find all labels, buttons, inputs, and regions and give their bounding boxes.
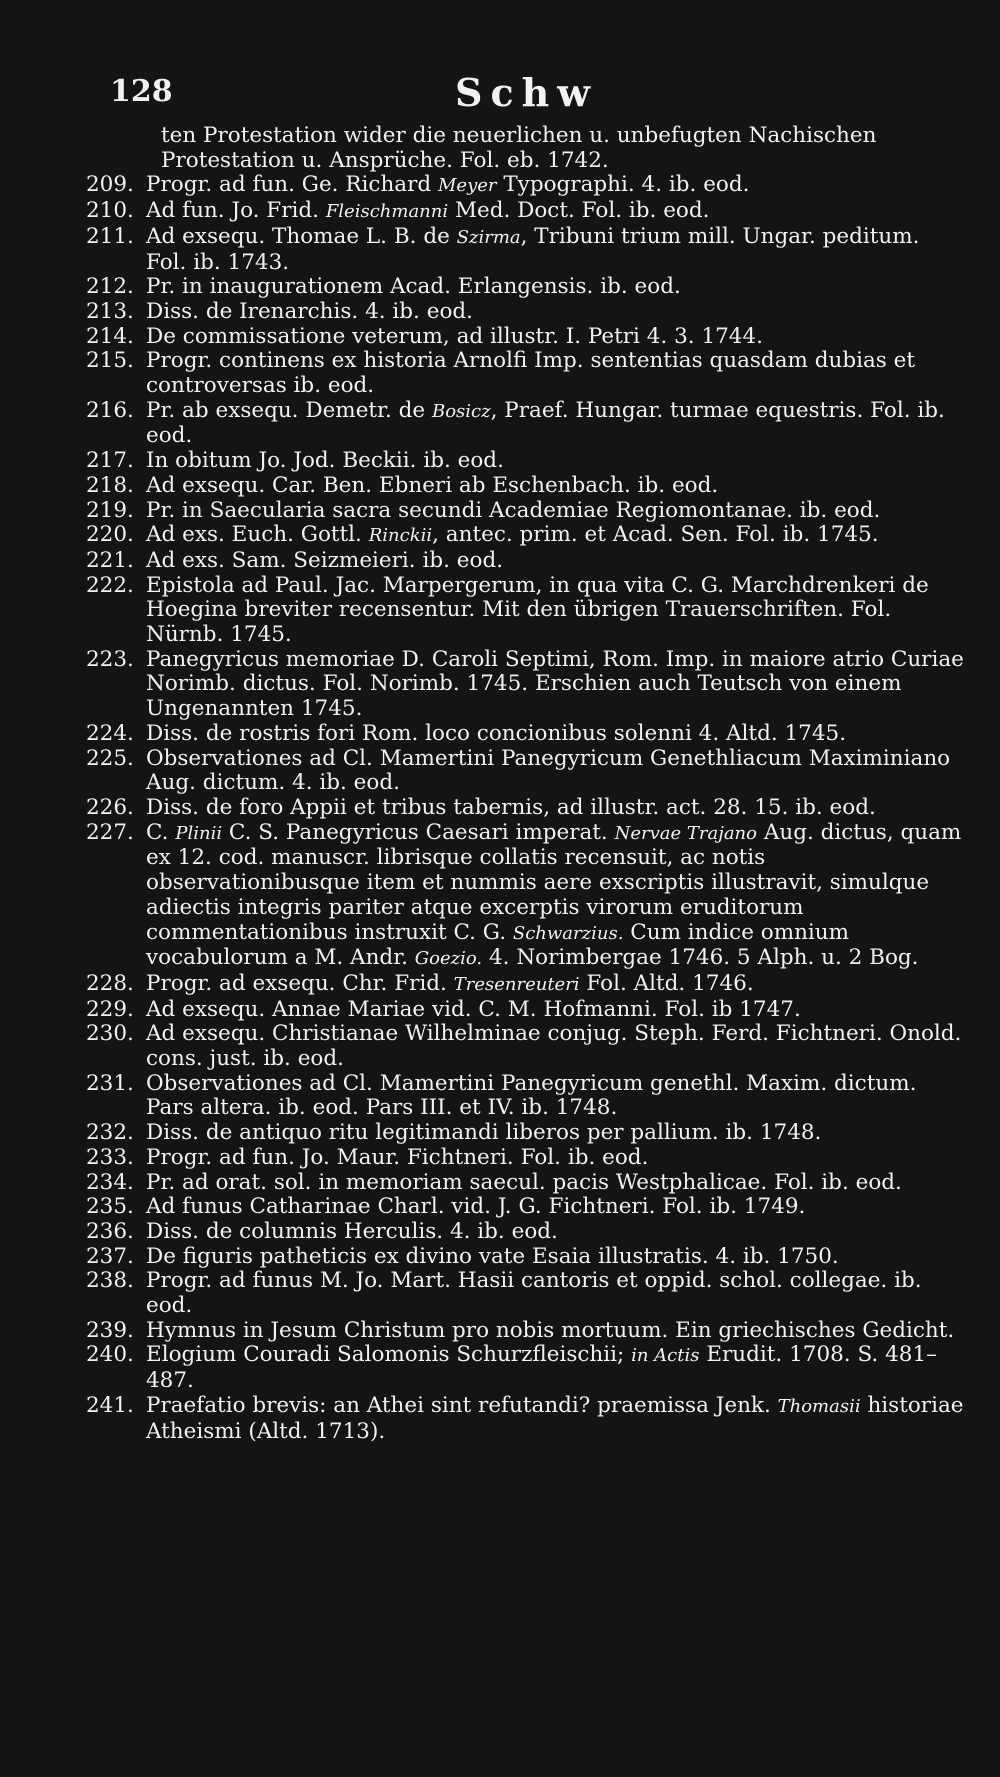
italic-name: in Actis bbox=[631, 1345, 700, 1367]
entry-number: 221. bbox=[86, 547, 134, 573]
continuation-text: ten Protestation wider die neuerlichen u. unbefugten Nachischen Protestation u. Ansprüche. Fol. eb. 1742. bbox=[161, 123, 877, 173]
entry-text-segment: Progr. ad funus M. Jo. Mart. Hasii cantoris et oppid. schol. collegae. ib. eod. bbox=[146, 1268, 922, 1319]
entry-number: 237. bbox=[86, 1243, 134, 1269]
entry-text-segment: Observationes ad Cl. Mamertini Panegyricum genethl. Maxim. dictum. Pars altera. ib. eod. Pars III. et IV. ib. 1748. bbox=[146, 1070, 917, 1121]
entry-number: 224. bbox=[86, 720, 134, 746]
entry-text bbox=[146, 399, 966, 449]
entry-text bbox=[146, 1072, 966, 1121]
entry-text-segment: Diss. de Irenarchis. 4. ib. eod. bbox=[146, 298, 473, 324]
entry-number: 233. bbox=[86, 1144, 134, 1170]
entry-number: 228. bbox=[86, 970, 134, 996]
entry-text-segment: 4. Norimbergae 1746. 5 Alph. u. 2 Bog. bbox=[482, 945, 919, 971]
bibliography-entry bbox=[86, 199, 966, 225]
entry-text bbox=[146, 1319, 966, 1344]
entry-text-segment: , Tribuni trium mill. Ungar. peditum. Fol. ib. 1743. bbox=[146, 223, 920, 275]
entry-text-segment: Diss. de antiquo ritu legitimandi liberos per pallium. ib. 1748. bbox=[146, 1120, 822, 1146]
bibliography-entry bbox=[86, 1146, 966, 1171]
entry-number: 225. bbox=[86, 745, 134, 771]
entry-text-segment: Aug. dictus, quam ex 12. cod. manuscr. librisque collatis recensuit, ac notis observationibusque item et nummis aere exscriptis illustravit, simulque adiectis integris pariter atque excerptis virorum eruditorum commentationibus instruxit C. G. bbox=[146, 819, 962, 945]
entry-text-segment: Ad fun. Jo. Frid. bbox=[146, 198, 326, 224]
entry-text-segment: Observationes ad Cl. Mamertini Panegyricum Genethliacum Maximiniano Aug. dictum. 4. ib. eod. bbox=[146, 745, 951, 796]
entry-text bbox=[146, 998, 966, 1023]
entry-number: 240. bbox=[86, 1342, 134, 1368]
entry-number: 222. bbox=[86, 572, 134, 598]
entry-text bbox=[146, 648, 966, 722]
entry-text bbox=[146, 1343, 966, 1393]
entry-number: 210. bbox=[86, 198, 134, 224]
running-head: Schw bbox=[455, 70, 598, 115]
entry-text bbox=[146, 199, 966, 225]
entry-number: 227. bbox=[86, 819, 134, 845]
bibliography-entry bbox=[86, 225, 966, 275]
bibliography-entry bbox=[86, 173, 966, 199]
entry-text bbox=[146, 1195, 966, 1220]
bibliography-entry bbox=[86, 474, 966, 499]
entry-number: 226. bbox=[86, 794, 134, 820]
entry-number: 223. bbox=[86, 646, 134, 672]
italic-name: Fleischmanni bbox=[325, 201, 449, 223]
entry-text bbox=[146, 1394, 966, 1444]
italic-name: Bosicz bbox=[431, 400, 491, 422]
entry-text bbox=[146, 349, 966, 398]
bibliography-entry bbox=[86, 796, 966, 821]
entry-number: 234. bbox=[86, 1169, 134, 1195]
entry-text-segment: Pr. in Saecularia sacra secundi Academiae Regiomontanae. ib. eod. bbox=[146, 497, 881, 523]
bibliography-entry bbox=[86, 574, 966, 648]
entry-text bbox=[146, 722, 966, 747]
italic-name: Meyer bbox=[437, 175, 497, 197]
entry-text bbox=[146, 275, 966, 300]
entry-number: 239. bbox=[86, 1317, 134, 1343]
entry-text-segment: Diss. de foro Appii et tribus tabernis, ad illustr. act. 28. 15. ib. eod. bbox=[146, 794, 876, 820]
entry-text-segment: Cum indice omnium vocabulorum a M. Andr. bbox=[146, 919, 850, 971]
entry-text bbox=[146, 499, 966, 524]
bibliography-entry bbox=[86, 998, 966, 1023]
entry-text-segment: Elogium Couradi Salomonis Schurzfleischii; bbox=[146, 1342, 632, 1368]
entry-text bbox=[146, 325, 966, 350]
bibliography-entry bbox=[86, 399, 966, 449]
entry-text-segment: Pr. ab exsequ. Demetr. de bbox=[146, 397, 432, 423]
entry-text-segment: C. bbox=[146, 819, 176, 845]
entry-number: 238. bbox=[86, 1268, 134, 1294]
entry-text-segment: De commissatione veterum, ad illustr. I. Petri 4. 3. 1744. bbox=[146, 323, 764, 349]
entry-text-segment: Ad exs. Euch. Gottl. bbox=[146, 522, 369, 548]
entry-text-segment: C. S. Panegyricus Caesari imperat. bbox=[222, 819, 615, 845]
entry-text bbox=[146, 796, 966, 821]
bibliography-entry bbox=[86, 1269, 966, 1318]
italic-name: Plinii bbox=[175, 822, 223, 844]
page-number: 128 bbox=[110, 74, 173, 109]
entry-text-segment: Fol. Altd. 1746. bbox=[579, 970, 754, 996]
entry-number: 209. bbox=[86, 172, 134, 198]
bibliography-entry bbox=[86, 1394, 966, 1444]
entry-number: 220. bbox=[86, 522, 134, 548]
entry-text-segment: Ad exs. Sam. Seizmeieri. ib. eod. bbox=[146, 547, 504, 573]
entry-number: 219. bbox=[86, 497, 134, 523]
entry-text-segment: Ad exsequ. Car. Ben. Ebneri ab Eschenbach. ib. eod. bbox=[146, 472, 719, 498]
entry-text-segment: Typographi. 4. ib. eod. bbox=[496, 172, 750, 198]
italic-name: Schwarzius. bbox=[512, 922, 624, 944]
bibliography-entry bbox=[86, 300, 966, 325]
bibliography-entry bbox=[86, 1171, 966, 1196]
entry-number: 231. bbox=[86, 1070, 134, 1096]
bibliography-entry bbox=[86, 549, 966, 574]
entry-number: 218. bbox=[86, 472, 134, 498]
bibliography-entry bbox=[86, 1319, 966, 1344]
bibliography-entry bbox=[86, 449, 966, 474]
entry-number: 215. bbox=[86, 348, 134, 374]
entry-number: 235. bbox=[86, 1194, 134, 1220]
entry-text bbox=[146, 523, 966, 549]
entry-text bbox=[146, 1146, 966, 1171]
entry-text-segment: Erudit. 1708. S. 481–487. bbox=[146, 1342, 937, 1394]
entry-text bbox=[146, 225, 966, 275]
entry-text-segment: Diss. de columnis Herculis. 4. ib. eod. bbox=[146, 1218, 558, 1244]
entry-number: 216. bbox=[86, 397, 134, 423]
bibliography-entry bbox=[86, 325, 966, 350]
entry-text-segment: Ad exsequ. Annae Mariae vid. C. M. Hofmanni. Fol. ib 1747. bbox=[146, 996, 801, 1022]
entry-text bbox=[146, 821, 966, 972]
bibliography-entry bbox=[86, 1343, 966, 1393]
entry-text bbox=[146, 1121, 966, 1146]
entry-text-segment: Panegyricus memoriae D. Caroli Septimi, Rom. Imp. in maiore atrio Curiae Norimb. dictus. Fol. Norimb. 1745. Erschien auch Teutsch von einem Ungenannten 1745. bbox=[146, 646, 964, 722]
bibliography-entry bbox=[86, 648, 966, 722]
entry-text-segment: historiae Atheismi (Altd. 1713). bbox=[146, 1392, 964, 1444]
entry-text-segment: Progr. ad fun. Jo. Maur. Fichtneri. Fol. ib. eod. bbox=[146, 1144, 649, 1170]
italic-name: Goezio. bbox=[414, 948, 483, 970]
bibliography-entry bbox=[86, 722, 966, 747]
italic-name: Thomasii bbox=[777, 1395, 861, 1417]
entry-text-segment: Hymnus in Jesum Christum pro nobis mortuum. Ein griechisches Gedicht. bbox=[146, 1317, 955, 1343]
bibliography-entry bbox=[86, 349, 966, 398]
bibliography-entry bbox=[86, 499, 966, 524]
page-header bbox=[110, 70, 950, 120]
italic-name: Tresenreuteri bbox=[453, 973, 580, 995]
entry-text-segment: Progr. ad fun. Ge. Richard bbox=[146, 172, 438, 198]
entry-number: 211. bbox=[86, 223, 134, 249]
entry-text-segment: Pr. in inaugurationem Acad. Erlangensis. ib. eod. bbox=[146, 274, 681, 300]
entry-text bbox=[146, 1245, 966, 1270]
entry-text-segment: In obitum Jo. Jod. Beckii. ib. eod. bbox=[146, 448, 504, 474]
entry-text bbox=[146, 300, 966, 325]
bibliography-entry bbox=[86, 1121, 966, 1146]
entry-text bbox=[146, 1269, 966, 1318]
entry-text-segment: , Praef. Hungar. turmae equestris. Fol. ib. eod. bbox=[146, 397, 945, 449]
entry-text bbox=[146, 1171, 966, 1196]
entry-text-segment: Ad funus Catharinae Charl. vid. J. G. Fichtneri. Fol. ib. 1749. bbox=[146, 1194, 806, 1220]
entry-text-segment: , antec. prim. et Acad. Sen. Fol. ib. 1745. bbox=[432, 522, 879, 548]
entry-text bbox=[146, 449, 966, 474]
entry-number: 236. bbox=[86, 1218, 134, 1244]
bibliography-entry bbox=[86, 972, 966, 998]
entry-text-segment: Progr. continens ex historia Arnolfi Imp. sententias quasdam dubias et controversas ib. eod. bbox=[146, 348, 916, 399]
entry-text-segment: Pr. ad orat. sol. in memoriam saecul. pacis Westphalicae. Fol. ib. eod. bbox=[146, 1169, 902, 1195]
bibliography-entry bbox=[86, 1072, 966, 1121]
entry-text-segment: Ad exsequ. Christianae Wilhelminae conjug. Steph. Ferd. Fichtneri. Onold. cons. just. ib. eod. bbox=[146, 1021, 962, 1072]
entry-text bbox=[146, 474, 966, 499]
entry-text bbox=[146, 549, 966, 574]
bibliography-entry bbox=[86, 1022, 966, 1071]
entry-number: 232. bbox=[86, 1120, 134, 1146]
entry-number: 241. bbox=[86, 1392, 134, 1418]
entry-text-segment: Epistola ad Paul. Jac. Marpergerum, in qua vita C. G. Marchdrenkeri de Hoegina breviter recensentur. Mit den übrigen Trauerschriften. Fol. Nürnb. 1745. bbox=[146, 572, 929, 648]
italic-name: Szirma bbox=[456, 226, 521, 248]
entry-number: 217. bbox=[86, 448, 134, 474]
entry-text-segment: Diss. de rostris fori Rom. loco concionibus solenni 4. Altd. 1745. bbox=[146, 720, 847, 746]
entry-text bbox=[146, 574, 966, 648]
entry-number: 229. bbox=[86, 996, 134, 1022]
italic-name: Rinckii bbox=[368, 525, 433, 547]
italic-name: Nervae Trajano bbox=[614, 822, 757, 844]
entry-text bbox=[146, 972, 966, 998]
entry-text-segment: De figuris patheticis ex divino vate Esaia illustratis. 4. ib. 1750. bbox=[146, 1243, 839, 1269]
entry-number: 214. bbox=[86, 323, 134, 349]
entry-number: 213. bbox=[86, 298, 134, 324]
bibliography-entry bbox=[86, 821, 966, 972]
entry-text bbox=[146, 1022, 966, 1071]
entry-text bbox=[146, 747, 966, 796]
entry-text-segment: Praefatio brevis: an Athei sint refutandi? praemissa Jenk. bbox=[146, 1392, 778, 1418]
bibliography-entry bbox=[86, 1195, 966, 1220]
entry-text-segment: Progr. ad exsequ. Chr. Frid. bbox=[146, 970, 454, 996]
bibliography-entry bbox=[86, 1220, 966, 1245]
entry-number: 212. bbox=[86, 274, 134, 300]
bibliography-list bbox=[86, 124, 966, 1444]
entry-text-segment: Med. Doct. Fol. ib. eod. bbox=[448, 198, 710, 224]
entry-number: 230. bbox=[86, 1021, 134, 1047]
entry-text bbox=[146, 1220, 966, 1245]
entry-text-segment: Ad exsequ. Thomae L. B. de bbox=[146, 223, 457, 249]
bibliography-entry bbox=[86, 747, 966, 796]
entry-text bbox=[146, 173, 966, 199]
bibliography-entry bbox=[86, 1245, 966, 1270]
bibliography-entry bbox=[86, 523, 966, 549]
bibliography-entry bbox=[86, 275, 966, 300]
